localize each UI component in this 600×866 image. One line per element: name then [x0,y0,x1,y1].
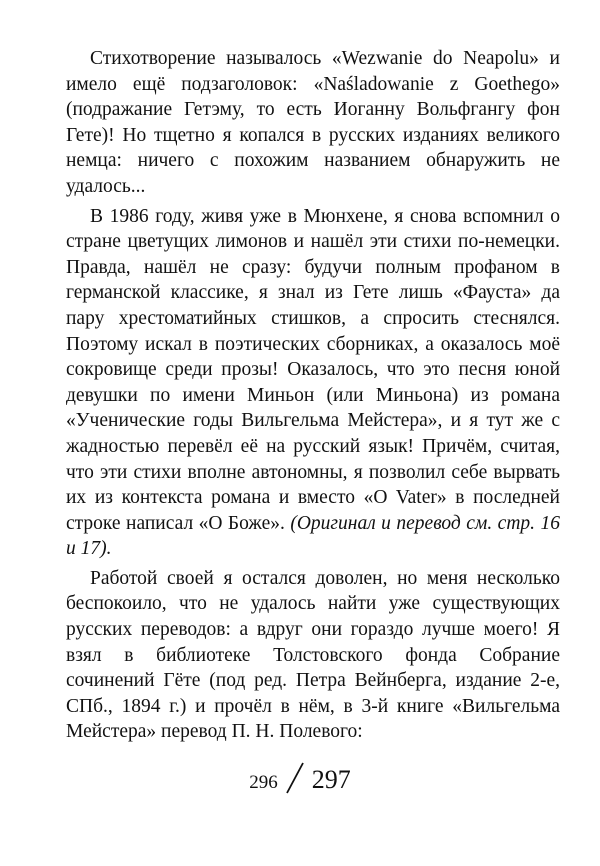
paragraph-1 [66,46,560,200]
page-number [0,762,600,795]
total-pages-number: 297 [311,765,351,794]
paragraph-2-text: В 1986 году, живя уже в Мюнхене, я снова вспомнил о стране цветущих лимонов и нашёл эти стихи по-немецки. Правда, нашёл не сразу: будучи полным профаном в германской классике, я знал из Гете лишь «Фауста» да пару хрестоматийных стишков, а спросить стеснялся. Поэтому искал в поэтических сборниках, а оказалось моё сокровище среди прозы! Оказалось, что это песня юной девушки по имени Миньон (или Миньона) из романа «Ученические годы Вильгельма Мейстера», и я тут же с жадностью перевёл её на русский язык! Причём, считая, что эти стихи вполне автономны, я позволил себе вырвать их из контекста романа и вместо «O Vater» в последней строке написал «О Боже». [66,205,560,534]
slash-divider-icon [284,762,306,794]
current-page-number: 296 [249,772,278,793]
paragraph-3-text: Работой своей я остался доволен, но меня несколько беспокоило, что не удалось найти уже существующих русских переводов: а вдруг они гораздо лучше моего! Я взял в библиотеке Толстовского фонда Собрание сочинений Гёте (под ред. Петра Вейнберга, издание 2-е, СПб., 1894 г.) и прочёл в нём, в 3-й книге «Вильгельма Мейстера» перевод П. Н. Полевого: [66,567,560,743]
paragraph-1-text: Стихотворение называлось «Wezwanie do Neapolu» и имело ещё подзаголовок: «Naśladowanie z Goethego» (подражание Гетэму, то есть Иоганну Вольфгангу фон Гете)! Но тщетно я копался в русских изданиях великого немца: ничего с похожим названием обнаружить не удалось... [66,48,560,197]
paragraph-3 [66,566,560,745]
paragraph-2 [66,204,560,562]
book-page-text [66,46,560,745]
reference-note: (Оригинал и перевод см. стр. 16 и 17). [66,512,560,560]
